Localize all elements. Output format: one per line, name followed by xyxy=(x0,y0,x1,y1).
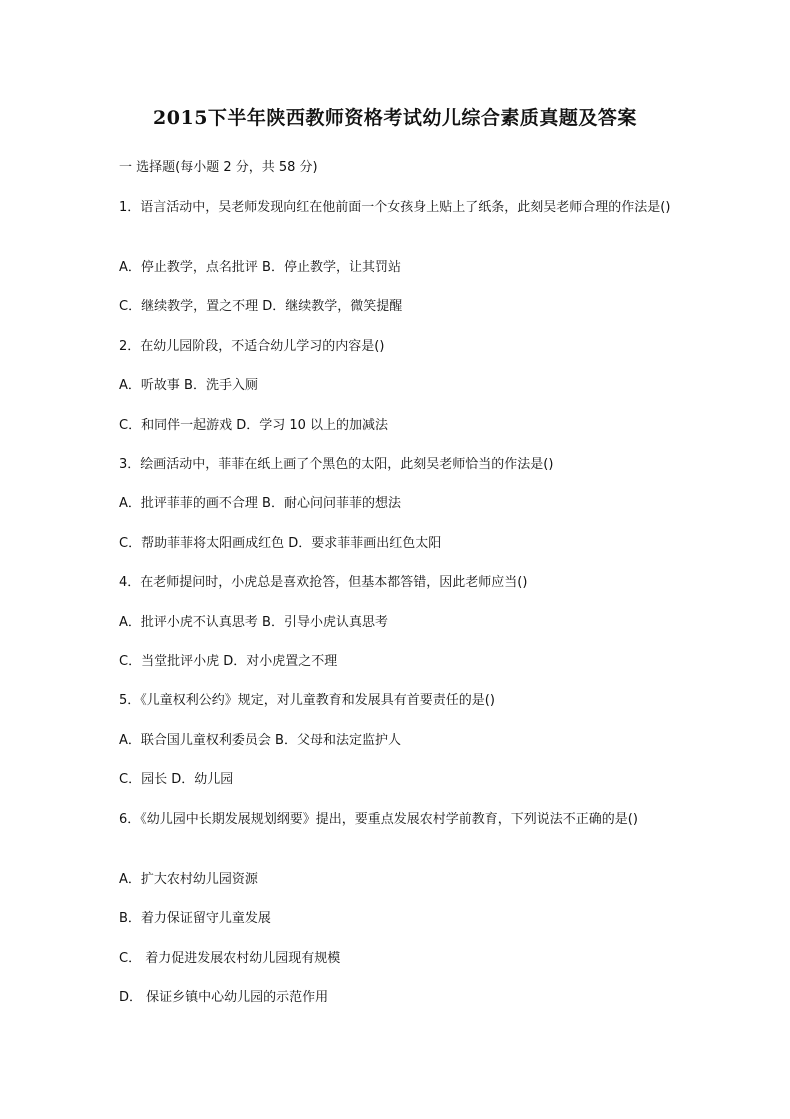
section-heading: 一 选择题(每小题 2 分，共 58 分) xyxy=(119,160,318,175)
question-1-options-ab: A．停止教学，点名批评 B．停止教学，让其罚站 xyxy=(119,260,401,275)
question-4-options-ab: A．批评小虎不认真思考 B．引导小虎认真思考 xyxy=(119,615,388,630)
question-3: 3．绘画活动中，菲菲在纸上画了个黑色的太阳，此刻吴老师恰当的作法是() xyxy=(119,457,554,472)
question-4: 4．在老师提问时，小虎总是喜欢抢答，但基本都答错，因此老师应当() xyxy=(119,575,528,590)
question-2-options-ab: A．听故事 B．洗手入厕 xyxy=(119,378,258,393)
question-6-option-d: D． 保证乡镇中心幼儿园的示范作用 xyxy=(119,990,329,1005)
question-5-options-ab: A．联合国儿童权利委员会 B．父母和法定监护人 xyxy=(119,733,401,748)
question-5-options-cd: C．园长 D．幼儿园 xyxy=(119,772,234,787)
question-1: 1．语言活动中，吴老师发现向红在他前面一个女孩身上贴上了纸条，此刻吴老师合理的作法是() xyxy=(119,200,671,215)
question-6-option-c: C． 着力促进发展农村幼儿园现有规模 xyxy=(119,951,341,966)
question-3-options-cd: C．帮助菲菲将太阳画成红色 D．要求菲菲画出红色太阳 xyxy=(119,536,442,551)
question-6-option-b: B．着力保证留守儿童发展 xyxy=(119,911,271,926)
question-2-options-cd: C．和同伴一起游戏 D．学习 10 以上的加减法 xyxy=(119,418,389,433)
question-6-option-a: A．扩大农村幼儿园资源 xyxy=(119,872,258,887)
question-1-options-cd: C．继续教学，置之不理 D．继续教学，微笑提醒 xyxy=(119,299,403,314)
question-4-options-cd: C．当堂批评小虎 D．对小虎置之不理 xyxy=(119,654,338,669)
question-6: 6．《幼儿园中长期发展规划纲要》提出，要重点发展农村学前教育，下列说法不正确的是() xyxy=(119,812,638,827)
question-3-options-ab: A．批评菲菲的画不合理 B．耐心问问菲菲的想法 xyxy=(119,496,401,511)
question-5: 5．《儿童权利公约》规定，对儿童教育和发展具有首要责任的是() xyxy=(119,693,495,708)
document-title: 2015下半年陕西教师资格考试幼儿综合素质真题及答案 xyxy=(153,107,637,129)
question-2: 2．在幼儿园阶段，不适合幼儿学习的内容是() xyxy=(119,339,385,354)
